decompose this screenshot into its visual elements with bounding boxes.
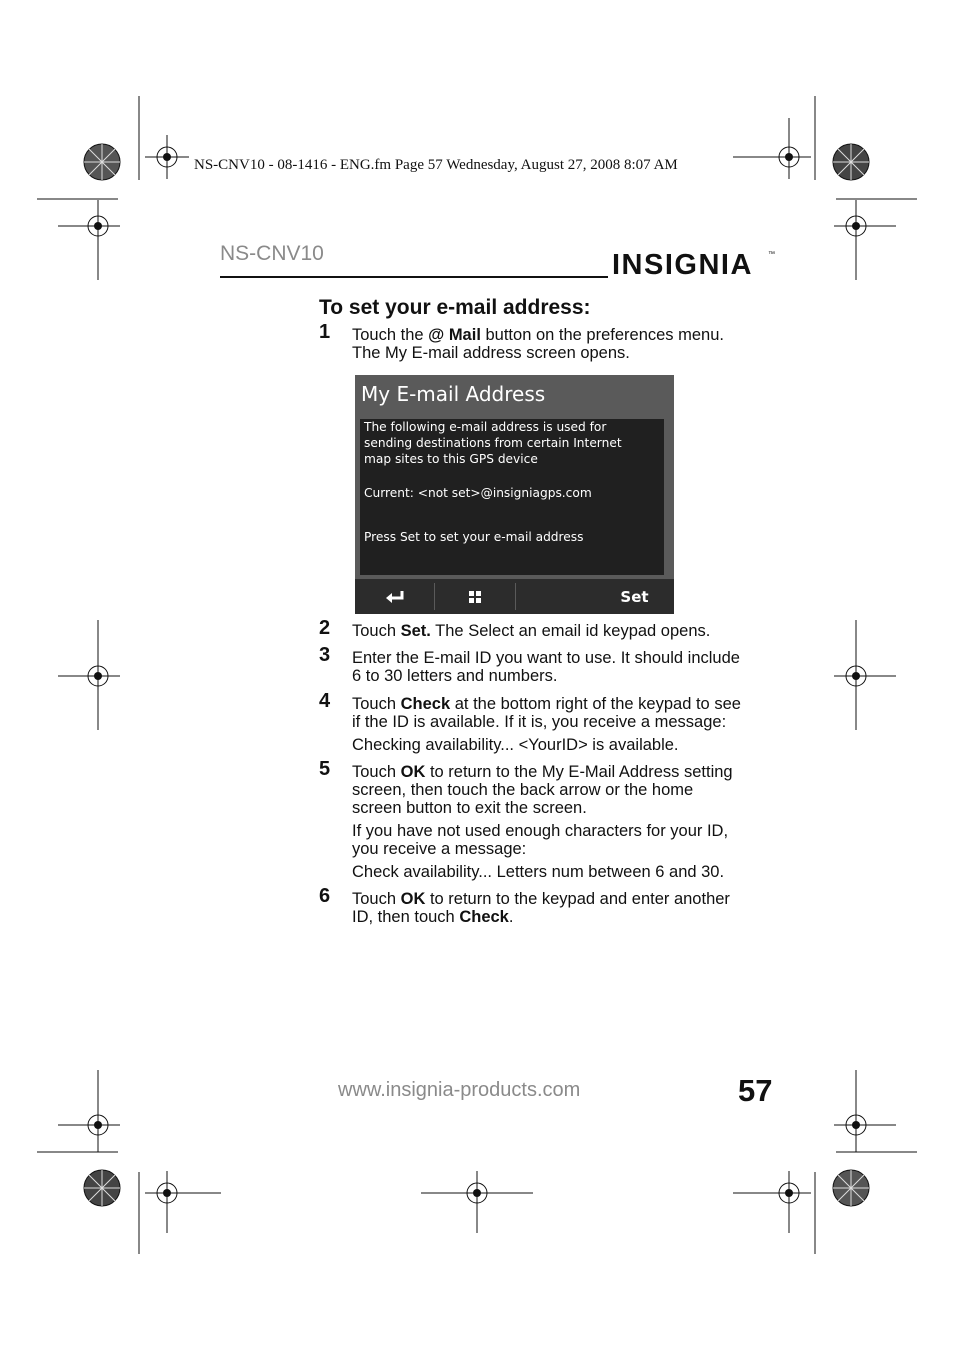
step-1-text: Touch the @ Mail button on the preferences menu. The My E-mail address screen opens. (352, 326, 724, 362)
step-4-text: Touch Check at the bottom right of the keypad to see if the ID is available. If it is, you receive a message: (352, 695, 741, 731)
step-number: 4 (319, 690, 331, 712)
brand-text: INSIGNIA (612, 249, 753, 281)
step-number: 5 (319, 758, 331, 780)
info-line: sending destinations from certain Internet (364, 436, 622, 450)
back-button[interactable] (355, 579, 434, 614)
step-number: 6 (319, 885, 331, 907)
print-slug: NS-CNV10 - 08-1416 - ENG.fm Page 57 Wednesday, August 27, 2008 8:07 AM (194, 157, 678, 173)
current-address: Current: <not set>@insigniagps.com (364, 486, 592, 500)
trademark: ™ (768, 251, 775, 258)
set-button[interactable]: Set (620, 587, 649, 606)
step-5-note: If you have not used enough characters for your ID, you receive a message: (352, 822, 729, 858)
back-arrow-icon (384, 589, 406, 605)
section-title: To set your e-mail address: (319, 296, 591, 319)
info-line: map sites to this GPS device (364, 452, 538, 466)
step-6-text: Touch OK to return to the keypad and enter another ID, then touch Check. (352, 890, 730, 926)
insignia-logo (610, 240, 780, 286)
step-2-text: Touch Set. The Select an email id keypad opens. (352, 622, 711, 640)
screen-title: My E-mail Address (361, 382, 546, 406)
step-number: 2 (319, 617, 331, 639)
model-name: NS-CNV10 (220, 242, 324, 265)
info-line: The following e-mail address is used for (364, 420, 607, 434)
footer-url: www.insignia-products.com (338, 1079, 581, 1101)
header-rule (220, 276, 608, 278)
home-button[interactable] (435, 579, 515, 614)
grid-icon (468, 590, 482, 604)
step-3-text: Enter the E-mail ID you want to use. It should include 6 to 30 letters and numbers. (352, 649, 740, 685)
step-5-message: Check availability... Letters num between 6 and 30. (352, 863, 725, 881)
set-instruction: Press Set to set your e-mail address (364, 530, 584, 544)
device-screenshot (355, 375, 674, 614)
step-number: 3 (319, 644, 331, 666)
device-button-bar (355, 579, 674, 614)
step-5-text: Touch OK to return to the My E-Mail Address setting screen, then touch the back arrow or the home screen button to exit the screen. (352, 763, 733, 817)
bar-separator (515, 583, 516, 610)
step-4-message: Checking availability... <YourID> is available. (352, 736, 679, 754)
step-number: 1 (319, 321, 331, 343)
info-panel (360, 419, 664, 575)
page-number: 57 (738, 1073, 773, 1108)
